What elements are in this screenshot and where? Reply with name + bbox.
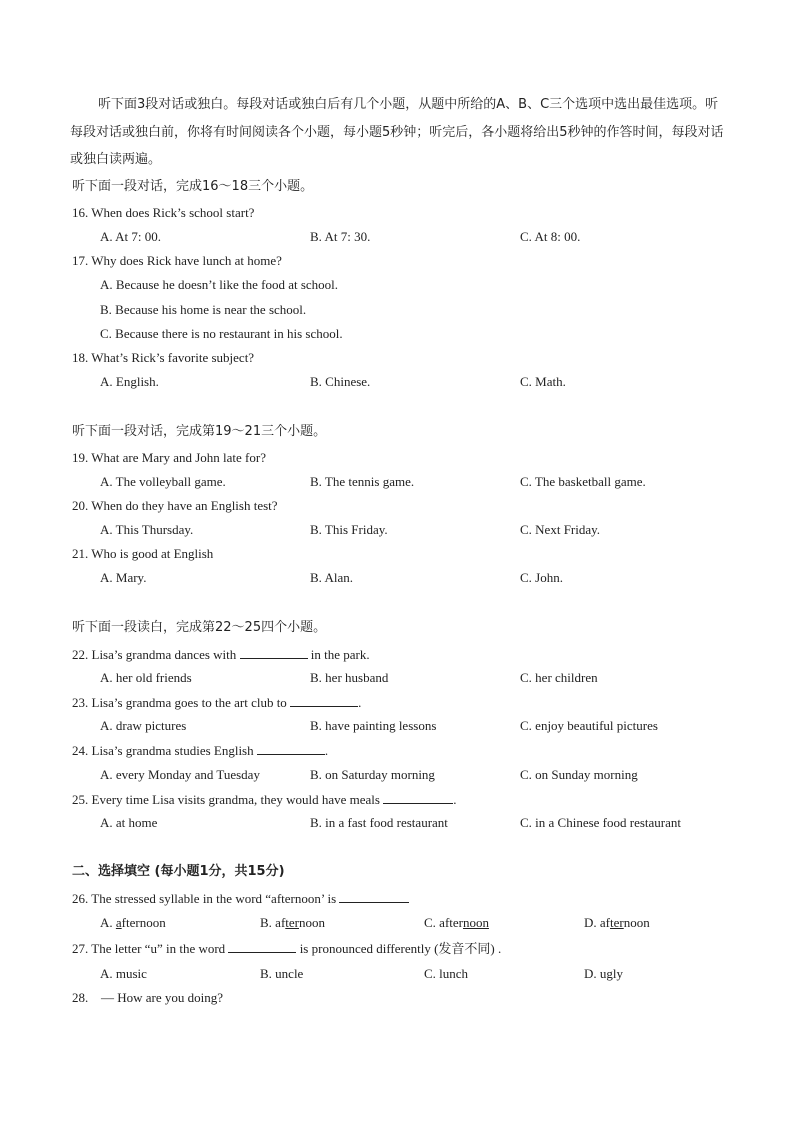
q24-text-before: 24. Lisa’s grandma studies English bbox=[72, 743, 257, 758]
q16-option-c: C. At 8: 00. bbox=[520, 229, 581, 244]
q21-option-a: A. Mary. bbox=[100, 570, 147, 585]
question-19: 19. What are Mary and John late for? bbox=[72, 450, 266, 465]
q20-option-c: C. Next Friday. bbox=[520, 522, 601, 537]
q26-text: 26. The stressed syllable in the word “afternoon’ is bbox=[72, 891, 340, 906]
q24-option-a: A. every Monday and Tuesday bbox=[100, 767, 260, 782]
q16-option-b: B. At 7: 30. bbox=[310, 229, 371, 244]
q21-option-c: C. John. bbox=[520, 570, 563, 585]
question-18: 18. What’s Rick’s favorite subject? bbox=[72, 350, 255, 365]
q23-text-before: 23. Lisa’s grandma goes to the art club to bbox=[72, 695, 291, 710]
q18-option-b: B. Chinese. bbox=[310, 374, 371, 389]
q22-option-a: A. her old friends bbox=[100, 670, 192, 685]
answer-blank bbox=[290, 694, 358, 707]
q23-text-after: . bbox=[358, 695, 362, 710]
q25-option-a: A. at home bbox=[100, 815, 158, 830]
q23-option-c: C. enjoy beautiful pictures bbox=[520, 718, 658, 733]
q20-option-b: B. This Friday. bbox=[310, 522, 388, 537]
q18-option-c: C. Math. bbox=[520, 374, 566, 389]
q27-option-d: D. ugly bbox=[584, 966, 623, 981]
q26-option-d: D. afternoon bbox=[584, 915, 650, 930]
question-20: 20. When do they have an English test? bbox=[72, 498, 278, 513]
question-25 bbox=[72, 791, 456, 808]
answer-blank bbox=[339, 890, 409, 903]
q25-option-b: B. in a fast food restaurant bbox=[310, 815, 448, 830]
question-21: 21. Who is good at English bbox=[72, 546, 214, 561]
question-28-text: — How are you doing? bbox=[101, 990, 224, 1005]
section-header-16-18: 听下面一段对话，完成16～18三个小题。 bbox=[72, 179, 314, 194]
part2-header: 二、选择填空 (每小题1分，共15分) bbox=[72, 864, 285, 879]
q23-option-b: B. have painting lessons bbox=[310, 718, 437, 733]
q27-text-before: 27. The letter “u” in the word bbox=[72, 941, 229, 956]
q19-option-c: C. The basketball game. bbox=[520, 474, 646, 489]
q19-option-b: B. The tennis game. bbox=[310, 474, 415, 489]
q24-option-b: B. on Saturday morning bbox=[310, 767, 435, 782]
q16-option-a: A. At 7: 00. bbox=[100, 229, 162, 244]
question-26 bbox=[72, 890, 409, 907]
q25-option-c: C. in a Chinese food restaurant bbox=[520, 815, 682, 830]
q17-option-b: B. Because his home is near the school. bbox=[100, 302, 307, 317]
section-header-19-21: 听下面一段对话，完成第19～21三个小题。 bbox=[72, 424, 327, 439]
answer-blank bbox=[383, 791, 453, 804]
q25-text-before: 25. Every time Lisa visits grandma, they would have meals bbox=[72, 792, 384, 807]
q25-text-after: . bbox=[453, 792, 457, 807]
answer-blank bbox=[240, 646, 308, 659]
q18-option-a: A. English. bbox=[100, 374, 159, 389]
question-23 bbox=[72, 694, 361, 711]
q27-text-after: is pronounced differently (发音不同) . bbox=[296, 941, 502, 956]
q22-text-after: in the park. bbox=[307, 647, 370, 662]
answer-blank bbox=[257, 742, 325, 755]
question-27 bbox=[72, 940, 501, 957]
question-16: 16. When does Rick’s school start? bbox=[72, 205, 255, 220]
q24-option-c: C. on Sunday morning bbox=[520, 767, 638, 782]
q27-option-b: B. uncle bbox=[260, 966, 304, 981]
q26-option-a: A. afternoon bbox=[100, 915, 166, 930]
question-22 bbox=[72, 646, 370, 663]
q17-option-c: C. Because there is no restaurant in his school. bbox=[100, 326, 343, 341]
q22-text-before: 22. Lisa’s grandma dances with bbox=[72, 647, 240, 662]
q17-option-a: A. Because he doesn’t like the food at school. bbox=[100, 277, 339, 292]
listening-instructions: 听下面3段对话或独白。每段对话或独白后有几个小题，从题中所给的A、B、C三个选项中选出最佳选项。听每段对话或独白前，你将有时间阅读各个小题，每小题5秒钟；听完后，各小题将给出5秒钟的作答时间，每段对话或独白读两遍。 bbox=[70, 97, 724, 167]
q26-option-c: C. afternoon bbox=[424, 915, 489, 930]
q21-option-b: B. Alan. bbox=[310, 570, 353, 585]
q22-option-c: C. her children bbox=[520, 670, 598, 685]
question-17: 17. Why does Rick have lunch at home? bbox=[72, 253, 282, 268]
q23-option-a: A. draw pictures bbox=[100, 718, 187, 733]
q22-option-b: B. her husband bbox=[310, 670, 389, 685]
q26-option-b: B. afternoon bbox=[260, 915, 325, 930]
question-24 bbox=[72, 742, 328, 759]
q19-option-a: A. The volleyball game. bbox=[100, 474, 226, 489]
section-header-22-25: 听下面一段读白，完成第22～25四个小题。 bbox=[72, 620, 327, 635]
q27-option-c: C. lunch bbox=[424, 966, 469, 981]
answer-blank bbox=[228, 940, 296, 953]
q24-text-after: . bbox=[324, 743, 329, 758]
q27-option-a: A. music bbox=[100, 966, 147, 981]
question-28-number: 28. bbox=[72, 990, 89, 1005]
q20-option-a: A. This Thursday. bbox=[100, 522, 194, 537]
